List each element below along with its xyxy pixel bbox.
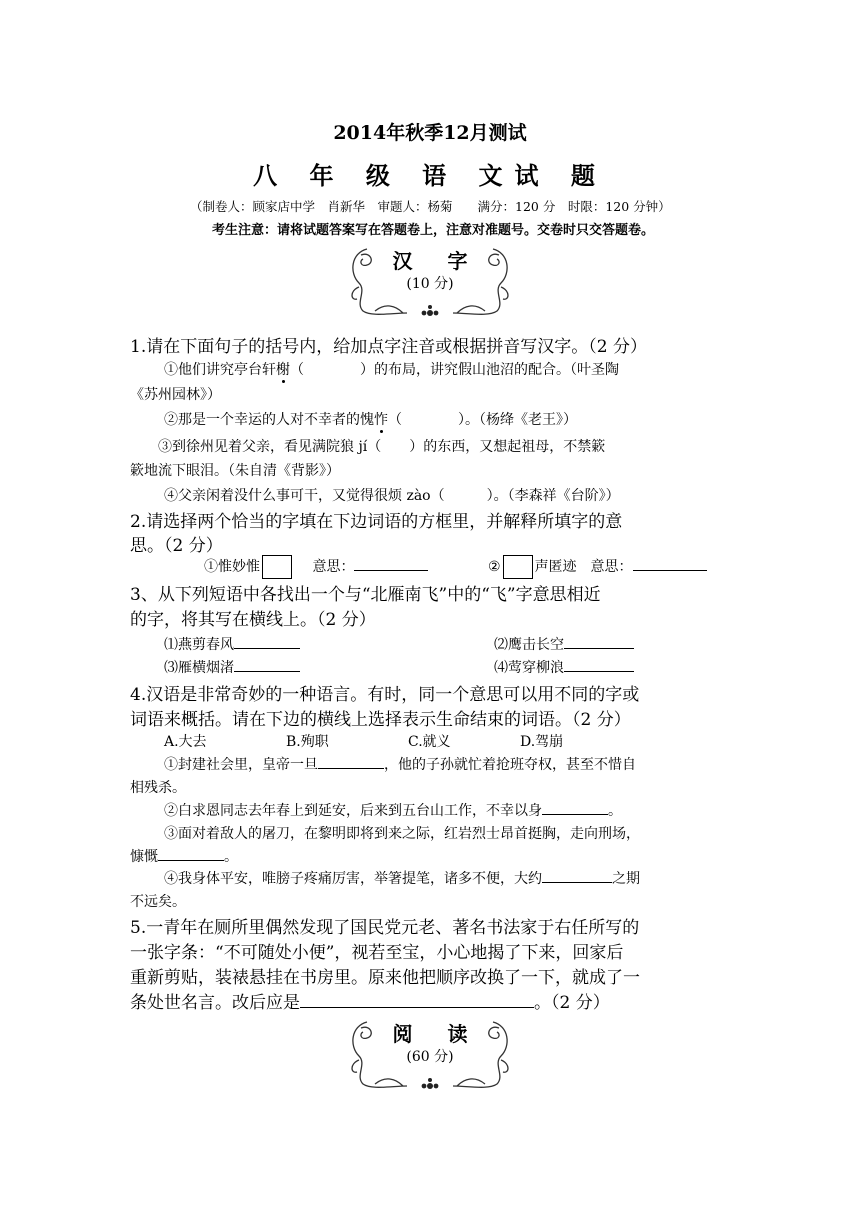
section-score: (10 分) — [406, 276, 454, 292]
answer-blank[interactable] — [564, 634, 634, 649]
q4-sentence-3-cont — [130, 846, 238, 866]
answer-blank[interactable] — [542, 868, 612, 883]
section-banner-reading — [345, 1016, 515, 1098]
q1-stem: 1.请在下面句子的括号内，给加点字注音或根据拼音写汉字。（2 分） — [130, 337, 647, 357]
subject-title: 八 年 级 语 文试 题 — [253, 161, 607, 190]
q1-sentence-3-cont: 簌地流下眼泪。（朱自清《背影》） — [130, 463, 340, 479]
section-banner-hanzi — [345, 243, 515, 325]
q2-item-1 — [204, 555, 428, 579]
q3-option-1-text: ⑴燕剪春风 — [164, 637, 234, 653]
exam-notice: 考生注意：请将试题答案写在答题卷上，注意对准题号。交卷时只交答题卷。 — [212, 223, 655, 238]
q4-option-a: A.大去 — [164, 734, 207, 750]
answer-blank[interactable] — [234, 657, 300, 672]
q1-sentence-1 — [164, 359, 619, 379]
q5-line-1: 5.一青年在厕所里偶然发现了国民党元老、著名书法家于右任所写的 — [130, 918, 640, 938]
q3-option-4 — [494, 657, 634, 677]
q4-s1-part-a: ①封建社会里，皇帝一旦 — [164, 757, 318, 773]
answer-blank[interactable] — [542, 800, 608, 815]
q2-item2-num: ② — [488, 559, 501, 575]
answer-blank[interactable] — [234, 634, 300, 649]
q1-s2-part-a: ②那是一个幸运的人对不幸者的愧 — [164, 412, 374, 428]
q1-sentence-2 — [164, 409, 577, 429]
q5-l4-part-b: 。（2 分） — [534, 993, 610, 1013]
q4-sentence-4-cont: 不远矣。 — [130, 894, 186, 910]
q2-item-2 — [488, 555, 707, 579]
q4-stem-line2: 词语来概括。请在下边的横线上选择表示生命结束的词语。（2 分） — [130, 710, 631, 730]
answer-blank[interactable] — [633, 556, 707, 571]
q4-s2-part-b: 。 — [608, 803, 622, 819]
q3-option-2-text: ⑵鹰击长空 — [494, 637, 564, 653]
answer-box[interactable] — [503, 555, 533, 579]
section-title: 汉 字 — [392, 249, 482, 273]
answer-blank[interactable] — [564, 657, 634, 672]
q4-stem-line1: 4.汉语是非常奇妙的一种语言。有时，同一个意思可以用不同的字或 — [130, 685, 640, 705]
answer-blank[interactable] — [300, 991, 534, 1008]
q2-item1-meaning-label: 意思： — [312, 559, 355, 575]
q1-s2-dotted-char: 怍 — [374, 412, 388, 428]
q5-l4-part-a: 条处世名言。改后应是 — [130, 993, 300, 1013]
q4-option-d: D.驾崩 — [520, 734, 564, 750]
q3-option-3-text: ⑶雁横烟渚 — [164, 660, 234, 676]
q4-s3-part-b: 慷慨 — [130, 849, 158, 865]
q3-option-1 — [164, 634, 300, 654]
q2-item2-word: 声匿迹 意思： — [534, 559, 633, 575]
q1-s1-part-b: （ ）的布局，讲究假山池沼的配合。（叶圣陶 — [290, 362, 619, 378]
section-title: 阅 读 — [392, 1022, 482, 1046]
q4-option-b: B.殉职 — [286, 734, 329, 750]
exam-title: 2014年秋季12月测试 — [333, 122, 527, 144]
q5-line-4 — [130, 988, 610, 1013]
q4-s4-part-a: ④我身体平安，唯膀子疼痛厉害，举箸提笔，诸多不便，大约 — [164, 871, 542, 887]
q5-line-3: 重新剪贴，装裱悬挂在书房里。原来他把顺序改换了一下，就成了一 — [130, 968, 640, 988]
q3-option-3 — [164, 657, 300, 677]
q4-sentence-4 — [164, 868, 640, 888]
q2-item1-word: ①惟妙惟 — [204, 559, 260, 575]
section-score: (60 分) — [406, 1049, 454, 1065]
q3-stem-line2: 的字，将其写在横线上。（2 分） — [130, 610, 376, 630]
q1-s2-part-b: （ ）。（杨绛《老王》） — [388, 412, 577, 428]
q4-sentence-2 — [164, 800, 622, 820]
answer-blank[interactable] — [354, 556, 428, 571]
q3-option-4-text: ⑷莺穿柳浪 — [494, 660, 564, 676]
q4-s4-part-b: 之期 — [612, 871, 640, 887]
q1-s1-dotted-char: 榭 — [276, 362, 290, 378]
answer-blank[interactable] — [158, 846, 224, 861]
q4-s1-part-b: ，他的子孙就忙着抢班夺权，甚至不惜自 — [384, 757, 636, 773]
q4-s2-part-a: ②白求恩同志去年春上到延安，后来到五台山工作，不幸以身 — [164, 803, 542, 819]
q3-option-2 — [494, 634, 634, 654]
q4-sentence-3: ③面对着敌人的屠刀，在黎明即将到来之际，红岩烈士昂首挺胸，走向刑场， — [164, 826, 640, 842]
q4-sentence-1-cont: 相残杀。 — [130, 780, 186, 796]
answer-box[interactable] — [262, 555, 292, 579]
q1-sentence-1-cont: 《苏州园林》） — [130, 387, 221, 403]
q4-option-c: C.就义 — [408, 734, 451, 750]
q1-sentence-4: ④父亲闲着没什么事可干，又觉得很烦 zào（ ）。（李森祥《台阶》） — [164, 488, 620, 504]
q1-sentence-3: ③到徐州见着父亲，看见满院狼 jí（ ）的东西，又想起祖母，不禁簌 — [158, 439, 606, 455]
q5-line-2: 一张字条：“不可随处小便”，视若至宝，小心地揭了下来，回家后 — [130, 943, 624, 963]
q1-s1-part-a: ①他们讲究亭台轩 — [164, 362, 276, 378]
exam-meta: （制卷人：顾家店中学 肖新华 审题人：杨菊 满分：120 分 时限：120 分钟） — [190, 199, 671, 214]
q2-stem-line1: 2.请选择两个恰当的字填在下边词语的方框里，并解释所填字的意 — [130, 512, 623, 532]
q2-stem-line2: 思。（2 分） — [130, 536, 223, 556]
q3-stem-line1: 3、从下列短语中各找出一个与“北雁南飞”中的“飞”字意思相近 — [130, 585, 601, 605]
q4-sentence-1 — [164, 754, 636, 774]
answer-blank[interactable] — [318, 754, 384, 769]
q4-s3-part-c: 。 — [224, 849, 238, 865]
